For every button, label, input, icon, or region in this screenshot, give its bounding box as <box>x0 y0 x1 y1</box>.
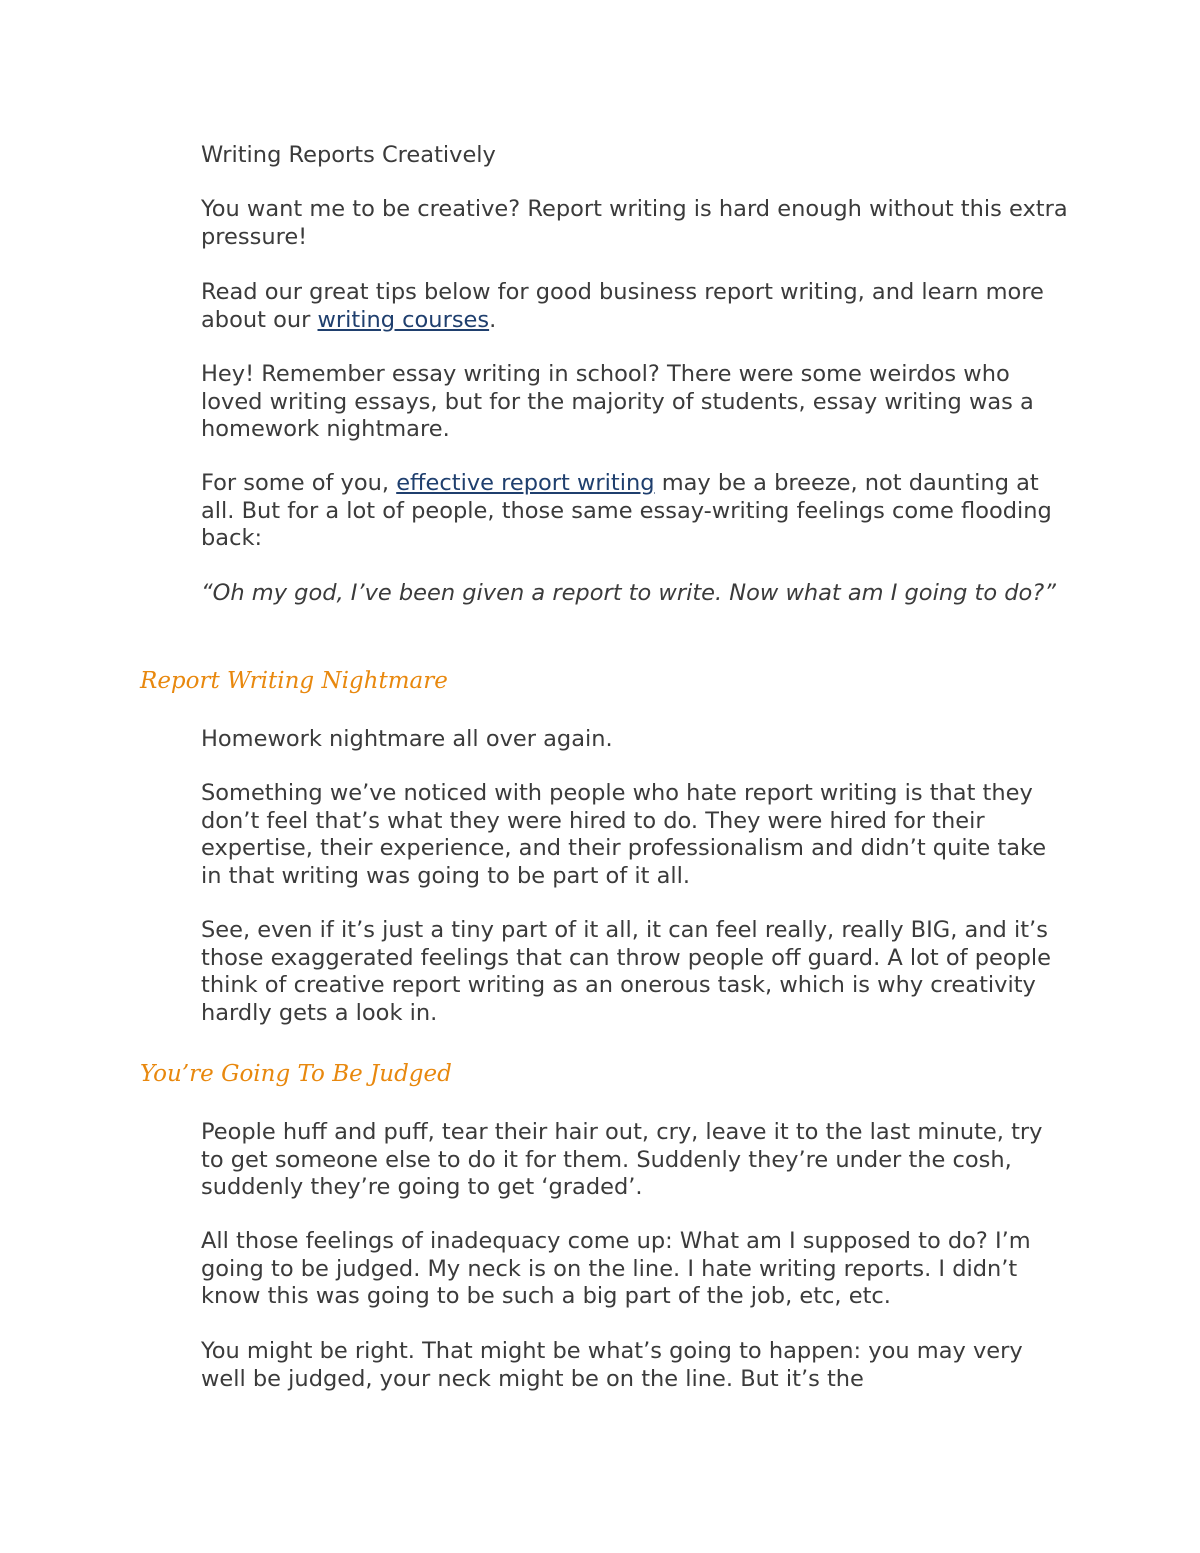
heading-report-writing-nightmare: Report Writing Nightmare <box>140 668 448 694</box>
paragraph-huff-and-puff: People huff and puff, tear their hair out, cry, leave it to the last minute, try to get someone else to do it for them. Suddenly they’re under the cosh, suddenly they’re going to get ‘graded’. <box>201 1119 1043 1200</box>
paragraph-essay-memory: Hey! Remember essay writing in school? There were some weirdos who loved writing essays, but for the majority of students, essay writing was a homework nightmare. <box>201 361 1034 442</box>
paragraph-tips <box>201 279 1071 334</box>
paragraph-tiny-part: See, even if it’s just a tiny part of it all, it can feel really, really BIG, and it’s those exaggerated feelings that can throw people off guard. A lot of people think of creative report writing as an onerous task, which is why creativity hardly gets a look in. <box>201 917 1052 1026</box>
quote-paragraph: “Oh my god, I’ve been given a report to write. Now what am I going to do?” <box>201 580 1056 606</box>
paragraph-tips-end: . <box>489 306 497 333</box>
effective-report-writing-link[interactable]: effective report writing <box>396 470 655 496</box>
writing-courses-link[interactable]: writing courses <box>317 306 490 333</box>
heading-going-to-be-judged: You’re Going To Be Judged <box>140 1061 452 1087</box>
paragraph-some-of-you-end: may be a breeze, not daunting at all. But for a lot of people, those same essay-writing feelings come flooding back: <box>201 470 1052 551</box>
paragraph-some-of-you <box>201 470 1071 553</box>
paragraph-homework: Homework nightmare all over again. <box>201 726 613 752</box>
paragraph-noticed: Something we’ve noticed with people who hate report writing is that they don’t feel that’s what they were hired to do. They were hired for their expertise, their experience, and their professionalism and didn’t quite take in that writing was going to be part of it all. <box>201 780 1047 889</box>
paragraph-might-be-right: You might be right. That might be what’s going to happen: you may very well be judged, your neck might be on the line. But it’s the <box>201 1338 1023 1392</box>
paragraph-inadequacy: All those feelings of inadequacy come up: What am I supposed to do? I’m going to be judged. My neck is on the line. I hate writing reports. I didn’t know this was going to be such a big part of the job, etc, etc. <box>201 1228 1031 1309</box>
paragraph-tips-text: Read our great tips below for good business report writing, and learn more about our <box>201 279 1044 333</box>
document-title: Writing Reports Creatively <box>201 142 496 168</box>
paragraph-some-of-you-text: For some of you, <box>201 470 397 496</box>
paragraph-intro: You want me to be creative? Report writing is hard enough without this extra pressure! <box>201 196 1068 250</box>
